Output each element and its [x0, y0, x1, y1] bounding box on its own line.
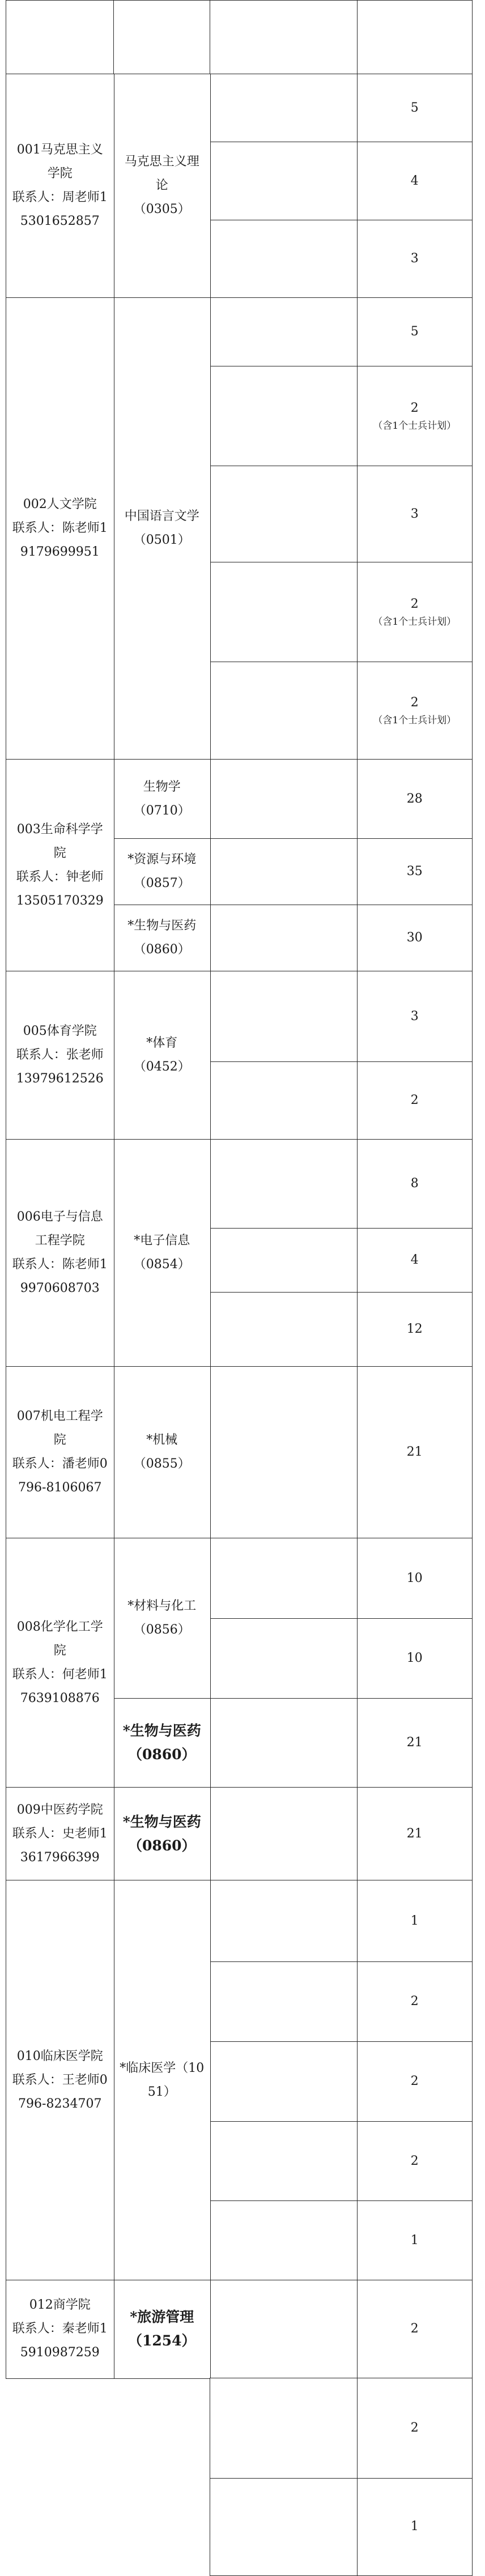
quota-note: （含1个士兵计划）	[373, 616, 457, 628]
adjustment-quota-table	[6, 0, 471, 2576]
field-name	[210, 466, 358, 563]
field-name	[210, 1787, 358, 1881]
quota-cell	[357, 971, 473, 1063]
quota-cell	[357, 2041, 473, 2122]
field-name	[210, 2200, 358, 2281]
quota-cell	[357, 1366, 473, 1539]
field-name	[210, 838, 358, 906]
quota-cell	[357, 220, 473, 298]
field-name	[210, 905, 358, 972]
quota-cell	[357, 366, 473, 467]
field-name	[210, 220, 358, 298]
field-name	[210, 759, 358, 839]
quota-cell	[357, 2280, 473, 2379]
field-name	[210, 2478, 358, 2576]
quota-cell	[357, 142, 473, 221]
quota-cell	[357, 838, 473, 906]
field-name	[210, 2041, 358, 2122]
quota-value: 2	[410, 400, 419, 415]
quota-cell	[357, 905, 473, 972]
quota-value: 2	[410, 695, 419, 710]
program-name: *材料与化工（0856）	[113, 1538, 211, 1699]
field-name	[210, 1366, 358, 1539]
quota-cell	[357, 1961, 473, 2042]
quota-cell	[357, 2121, 473, 2202]
quota-value: 35	[406, 864, 423, 879]
quota-cell	[357, 297, 473, 367]
field-name	[210, 297, 358, 367]
quota-value: 5	[410, 325, 419, 339]
quota-value: 28	[406, 791, 423, 806]
college-cell: 008化学化工学院 联系人：何老师17639108876	[6, 1538, 114, 1788]
field-name	[210, 2280, 358, 2379]
quota-cell	[357, 1139, 473, 1229]
field-name	[210, 366, 358, 467]
college-cell: 006电子与信息工程学院 联系人：陈老师19970608703	[6, 1139, 114, 1367]
quota-cell	[357, 662, 473, 760]
field-name	[210, 662, 358, 760]
quota-value: 2	[410, 2322, 419, 2336]
quota-value: 30	[406, 931, 423, 945]
field-name	[210, 1139, 358, 1229]
quota-cell	[357, 1698, 473, 1788]
quota-value: 2	[410, 2074, 419, 2089]
field-name	[210, 142, 358, 221]
field-name	[210, 1698, 358, 1788]
quota-cell	[357, 1538, 473, 1619]
program-name: *电子信息 （0854）	[113, 1139, 211, 1367]
quota-value: 1	[410, 2519, 419, 2534]
field-name	[210, 562, 358, 663]
field-name	[210, 2378, 358, 2479]
field-name	[210, 1228, 358, 1293]
field-name	[210, 971, 358, 1063]
program-name: *临床医学（1051）	[113, 1880, 211, 2281]
quota-cell	[357, 2200, 473, 2281]
program-name: *生物与医药（0860）	[113, 905, 211, 972]
quota-value: 4	[410, 173, 419, 188]
quota-cell	[357, 759, 473, 839]
quota-cell	[357, 74, 473, 143]
field-name	[210, 74, 358, 143]
quota-value: 2	[410, 1994, 419, 2009]
header-college	[6, 0, 114, 75]
program-name: *旅游管理 （1254）	[113, 2280, 211, 2379]
quota-cell	[357, 1228, 473, 1293]
quota-cell	[357, 1880, 473, 1963]
quota-cell	[357, 1618, 473, 1699]
college-cell: 007机电工程学院 联系人：潘老师0796-8106067	[6, 1366, 114, 1539]
quota-value: 5	[410, 100, 419, 115]
college-cell: 012商学院 联系人：秦老师15910987259	[6, 2280, 114, 2379]
quota-value: 12	[406, 1322, 423, 1337]
field-name	[210, 1618, 358, 1699]
quota-value: 21	[406, 1735, 423, 1750]
field-name	[210, 1292, 358, 1367]
quota-cell	[357, 1787, 473, 1881]
quota-value: 8	[410, 1176, 419, 1191]
quota-value: 2	[410, 2153, 419, 2168]
quota-value: 2	[410, 2421, 419, 2436]
quota-cell	[357, 2478, 473, 2576]
quota-value: 21	[406, 1826, 423, 1841]
program-name: *生物与医药（0860）	[113, 1787, 211, 1881]
quota-value: 2	[410, 596, 419, 611]
program-name: 中国语言文学（0501）	[113, 297, 211, 760]
quota-cell	[357, 2378, 473, 2479]
quota-value: 3	[410, 506, 419, 521]
quota-value: 1	[410, 1913, 419, 1928]
quota-value: 21	[406, 1445, 423, 1460]
field-name	[210, 1961, 358, 2042]
quota-value: 3	[410, 1009, 419, 1023]
quota-cell	[357, 466, 473, 563]
college-cell: 010临床医学院 联系人：王老师0796-8234707	[6, 1880, 114, 2281]
program-name: 生物学 （0710）	[113, 759, 211, 839]
header-quota	[357, 0, 473, 75]
program-name: *体育 （0452）	[113, 971, 211, 1140]
field-name	[210, 1880, 358, 1963]
field-name	[210, 1061, 358, 1140]
college-cell: 002人文学院 联系人：陈老师19179699951	[6, 297, 114, 760]
quota-value: 1	[410, 2233, 419, 2247]
quota-note: （含1个士兵计划）	[373, 420, 457, 432]
college-cell: 003生命科学学院 联系人：钟老师 13505170329	[6, 759, 114, 972]
college-cell: 005体育学院 联系人：张老师 13979612526	[6, 971, 114, 1140]
college-cell: 001马克思主义学院 联系人：周老师15301652857	[6, 74, 114, 298]
quota-value: 4	[410, 1253, 419, 1268]
field-name	[210, 1538, 358, 1619]
quota-value: 10	[406, 1571, 423, 1585]
quota-value: 2	[410, 1093, 419, 1108]
header-field	[210, 0, 358, 75]
program-name: *资源与环境（0857）	[113, 838, 211, 906]
quota-cell	[357, 562, 473, 663]
program-name: *机械 （0855）	[113, 1366, 211, 1539]
program-name: 马克思主义理论 （0305）	[113, 74, 211, 298]
quota-value: 3	[410, 251, 419, 266]
header-program	[113, 0, 211, 75]
college-cell: 009中医药学院 联系人：史老师13617966399	[6, 1787, 114, 1881]
quota-cell	[357, 1292, 473, 1367]
quota-cell	[357, 1061, 473, 1140]
quota-note: （含1个士兵计划）	[373, 714, 457, 726]
program-name: *生物与医药（0860）	[113, 1698, 211, 1788]
quota-value: 10	[406, 1651, 423, 1666]
field-name	[210, 2121, 358, 2202]
